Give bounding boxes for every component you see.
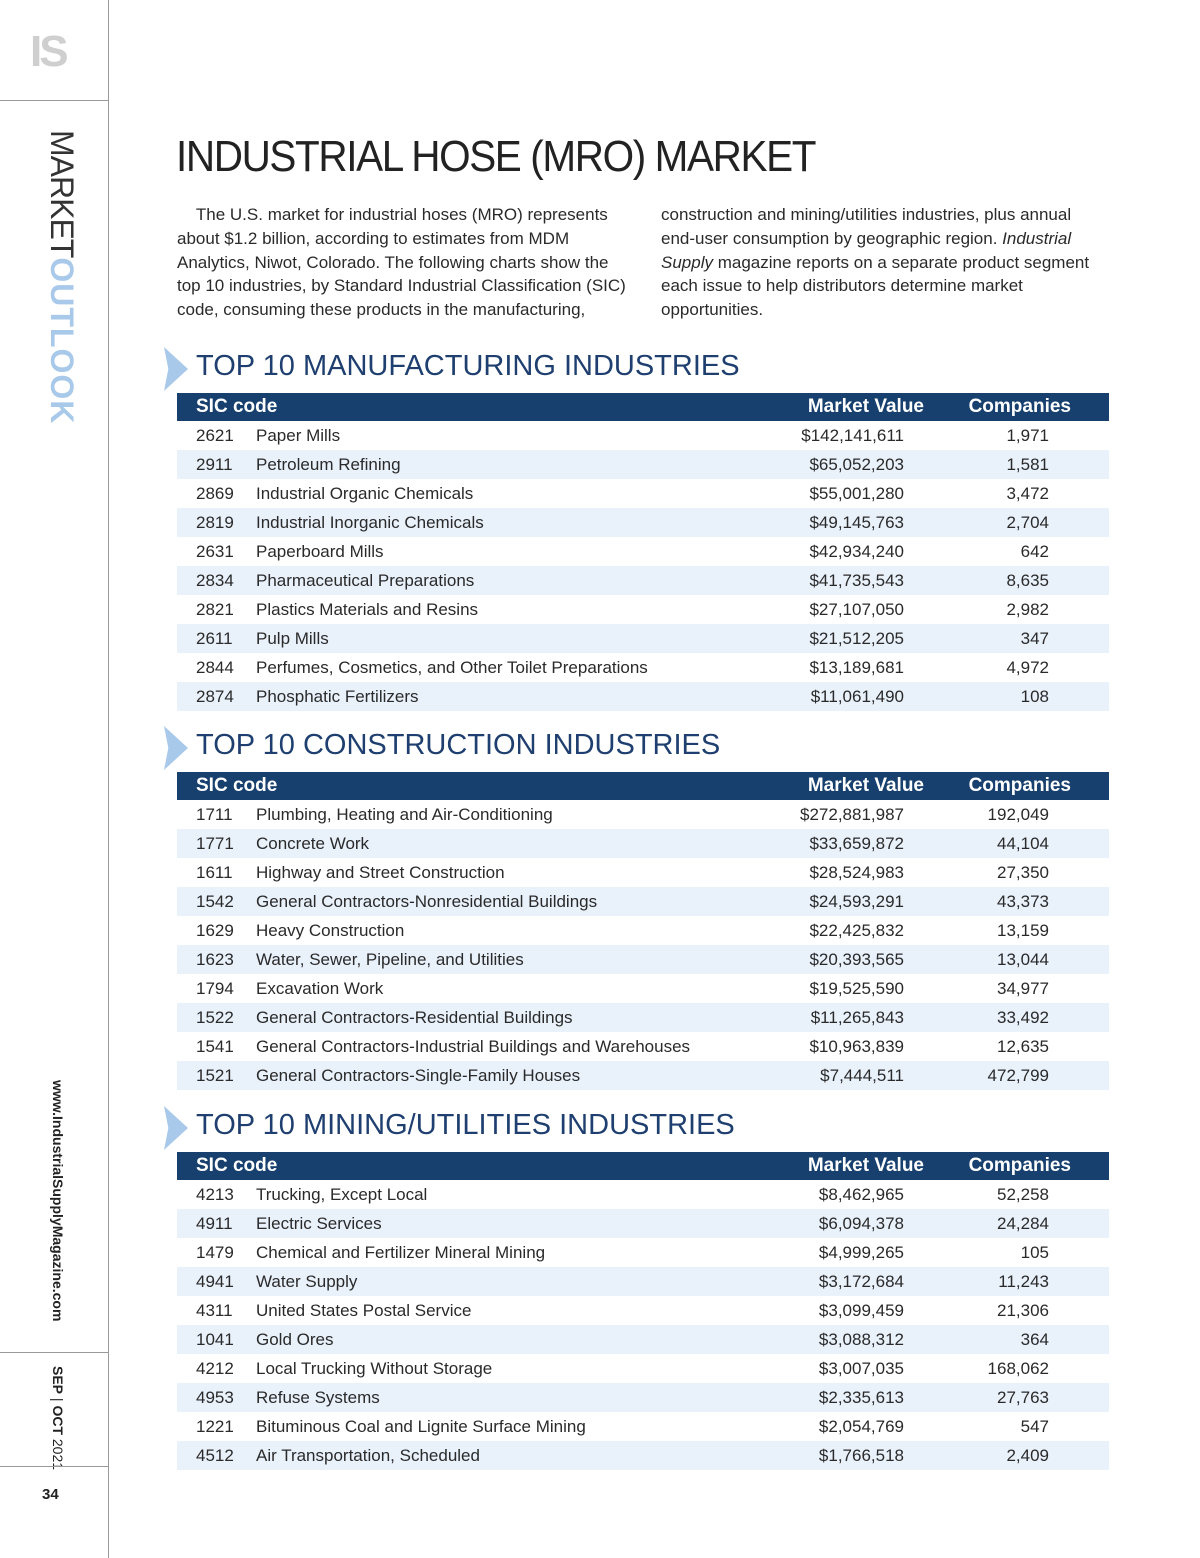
industry-name-cell: Refuse Systems <box>256 1383 714 1412</box>
sic-code-cell: 1629 <box>196 920 234 940</box>
industry-name-cell: Trucking, Except Local <box>256 1184 428 1204</box>
sic-code-cell: 2821 <box>196 599 234 619</box>
market-value-cell: $6,094,378 <box>714 1209 932 1238</box>
companies-cell: 13,044 <box>932 945 1109 974</box>
companies-cell: 11,243 <box>932 1267 1109 1296</box>
companies-cell: 547 <box>1020 1416 1049 1436</box>
section-title: TOP 10 MINING/UTILITIES INDUSTRIES <box>196 1109 735 1141</box>
sic-code-cell: 1794 <box>196 978 234 998</box>
table-row <box>177 1267 1109 1296</box>
arrow-icon <box>164 726 188 770</box>
sic-code-cell: 1611 <box>196 862 233 882</box>
industry-name-cell: United States Postal Service <box>256 1300 472 1320</box>
sic-code-cell: 1711 <box>196 804 233 824</box>
sic-code-cell: 2874 <box>177 682 256 711</box>
table-row <box>177 974 1109 1003</box>
companies-cell: 13,159 <box>997 920 1049 940</box>
intro-text-a: construction and mining/utilities industries, plus annual end-user consumption by geographic region. <box>661 205 1072 248</box>
industry-table <box>177 1152 1109 1470</box>
market-value-cell: $3,099,459 <box>818 1300 904 1320</box>
sic-code-cell: 4512 <box>177 1441 256 1470</box>
market-value-cell: $272,881,987 <box>800 804 904 824</box>
section-header <box>160 1106 1110 1152</box>
rail-divider <box>0 1352 108 1353</box>
table-row <box>177 1061 1109 1090</box>
section-header <box>160 347 1110 393</box>
sic-code-cell: 2621 <box>196 425 234 445</box>
sic-code-cell: 1623 <box>177 945 256 974</box>
table-row <box>177 829 1109 858</box>
mining-utilities-section <box>160 1106 1110 1470</box>
header-market-value: Market Value <box>714 772 932 800</box>
arrow-icon <box>164 347 188 391</box>
companies-cell: 43,373 <box>932 887 1109 916</box>
table-row <box>177 537 1109 566</box>
industry-name-cell: Heavy Construction <box>256 920 405 940</box>
industry-name-cell: Electric Services <box>256 1209 714 1238</box>
market-value-cell: $21,512,205 <box>714 624 932 653</box>
table-row <box>177 566 1109 595</box>
table-row <box>177 800 1109 829</box>
header-sic-code: SIC code <box>177 393 714 421</box>
sic-code-cell: 2844 <box>196 657 234 677</box>
industry-name-cell: General Contractors-Residential Buildings <box>256 1003 714 1032</box>
industry-name-cell: Pulp Mills <box>256 624 714 653</box>
industry-name-cell: Pharmaceutical Preparations <box>256 566 714 595</box>
issue-month-a: SEP <box>50 1366 66 1395</box>
companies-cell: 3,472 <box>1006 483 1049 503</box>
market-value-cell: $27,107,050 <box>809 599 904 619</box>
industry-name-cell: Chemical and Fertilizer Mineral Mining <box>256 1242 546 1262</box>
companies-cell: 472,799 <box>932 1061 1109 1090</box>
industry-name-cell: Petroleum Refining <box>256 450 714 479</box>
page-number: 34 <box>42 1486 59 1503</box>
sic-code-cell: 1521 <box>177 1061 256 1090</box>
market-value-cell: $41,735,543 <box>714 566 932 595</box>
market-value-cell: $10,963,839 <box>809 1036 904 1056</box>
construction-section <box>160 726 1110 1090</box>
header-sic-code: SIC code <box>177 1152 714 1180</box>
intro-column-1 <box>177 203 629 322</box>
magazine-name: Industrial Supply <box>661 228 1072 272</box>
intro-paragraph-2 <box>661 203 1109 322</box>
intro-paragraph-1: The U.S. market for industrial hoses (MRO) represents about $1.2 billion, according to estimates from MDM Analytics, Niwot, Colorado. The following charts show the top 10 industries, by Standard Industrial Classification (SIC) code, consuming these products in the manufacturing, <box>177 205 626 320</box>
arrow-icon <box>164 1106 188 1150</box>
industry-name-cell: Perfumes, Cosmetics, and Other Toilet Preparations <box>256 657 648 677</box>
table-row <box>177 595 1109 624</box>
market-value-cell: $3,172,684 <box>714 1267 932 1296</box>
market-value-cell: $3,007,035 <box>818 1358 904 1378</box>
sic-code-cell: 1541 <box>196 1036 234 1056</box>
industry-name-cell: Gold Ores <box>256 1325 714 1354</box>
companies-cell: 168,062 <box>987 1358 1049 1378</box>
market-value-cell: $33,659,872 <box>714 829 932 858</box>
article-title: INDUSTRIAL HOSE (MRO) MARKET <box>176 132 816 181</box>
table-row <box>177 858 1109 887</box>
table-row <box>177 1354 1109 1383</box>
market-value-cell: $20,393,565 <box>714 945 932 974</box>
companies-cell: 33,492 <box>932 1003 1109 1032</box>
market-value-cell: $11,061,490 <box>714 682 932 711</box>
companies-cell: 2,982 <box>1006 599 1049 619</box>
companies-cell: 2,704 <box>932 508 1109 537</box>
table-header-row <box>177 1152 1109 1180</box>
market-value-cell: $11,265,843 <box>714 1003 932 1032</box>
table-row <box>177 1032 1109 1061</box>
intro-text-b: magazine reports on a separate product segment each issue to help distributors determine market opportunities. <box>661 252 1090 320</box>
table-row <box>177 1296 1109 1325</box>
sic-code-cell: 2911 <box>177 450 256 479</box>
market-value-cell: $4,999,265 <box>818 1242 904 1262</box>
sic-code-cell: 1542 <box>177 887 256 916</box>
issue-date <box>50 1366 66 1470</box>
industry-name-cell: Water, Sewer, Pipeline, and Utilities <box>256 945 714 974</box>
left-rail <box>0 0 109 1558</box>
companies-cell: 12,635 <box>997 1036 1049 1056</box>
market-value-cell: $2,054,769 <box>818 1416 904 1436</box>
sic-code-cell: 1041 <box>177 1325 256 1354</box>
table-row <box>177 479 1109 508</box>
companies-cell: 2,409 <box>932 1441 1109 1470</box>
table-row <box>177 682 1109 711</box>
sic-code-cell: 2819 <box>177 508 256 537</box>
companies-cell: 21,306 <box>997 1300 1049 1320</box>
table-row <box>177 1003 1109 1032</box>
table-row <box>177 624 1109 653</box>
section-header <box>160 726 1110 772</box>
companies-cell: 27,763 <box>932 1383 1109 1412</box>
companies-cell: 364 <box>932 1325 1109 1354</box>
industry-name-cell: Concrete Work <box>256 829 714 858</box>
sic-code-cell: 1479 <box>196 1242 234 1262</box>
industry-name-cell: Industrial Organic Chemicals <box>256 483 474 503</box>
sic-code-cell: 4212 <box>196 1358 234 1378</box>
rail-divider <box>0 1466 108 1467</box>
table-row <box>177 1441 1109 1470</box>
section-name-market: MARKET <box>44 130 80 258</box>
industry-name-cell: Bituminous Coal and Lignite Surface Mining <box>256 1416 586 1436</box>
companies-cell: 347 <box>932 624 1109 653</box>
market-value-cell: $7,444,511 <box>714 1061 932 1090</box>
header-companies: Companies <box>932 1152 1109 1180</box>
companies-cell: 192,049 <box>987 804 1049 824</box>
table-header-row <box>177 772 1109 800</box>
table-row <box>177 421 1109 450</box>
companies-cell: 4,972 <box>1006 657 1049 677</box>
market-value-cell: $1,766,518 <box>714 1441 932 1470</box>
industry-name-cell: General Contractors-Industrial Buildings and Warehouses <box>256 1036 691 1056</box>
companies-cell: 1,581 <box>932 450 1109 479</box>
header-companies: Companies <box>932 393 1109 421</box>
table-row <box>177 1325 1109 1354</box>
market-value-cell: $55,001,280 <box>809 483 904 503</box>
table-header-row <box>177 393 1109 421</box>
market-value-cell: $28,524,983 <box>809 862 904 882</box>
market-value-cell: $8,462,965 <box>818 1184 904 1204</box>
market-value-cell: $13,189,681 <box>809 657 904 677</box>
header-sic-code: SIC code <box>177 772 714 800</box>
table-row <box>177 1180 1109 1209</box>
sic-code-cell: 4213 <box>196 1184 234 1204</box>
intro-column-2 <box>661 203 1109 322</box>
industry-name-cell: Water Supply <box>256 1267 714 1296</box>
table-row <box>177 916 1109 945</box>
section-title: TOP 10 MANUFACTURING INDUSTRIES <box>196 350 740 382</box>
sic-code-cell: 2869 <box>196 483 234 503</box>
issue-month-b: OCT <box>50 1405 66 1435</box>
table-row <box>177 1238 1109 1267</box>
industry-name-cell: Paperboard Mills <box>256 541 384 561</box>
section-title: TOP 10 CONSTRUCTION INDUSTRIES <box>196 729 721 761</box>
sic-code-cell: 1522 <box>177 1003 256 1032</box>
industry-table <box>177 772 1109 1090</box>
industry-name-cell: Local Trucking Without Storage <box>256 1358 493 1378</box>
companies-cell: 642 <box>1020 541 1049 561</box>
industry-name-cell: Air Transportation, Scheduled <box>256 1441 714 1470</box>
manufacturing-section <box>160 347 1110 711</box>
industry-name-cell: Highway and Street Construction <box>256 862 505 882</box>
table-row <box>177 1209 1109 1238</box>
companies-cell: 34,977 <box>997 978 1049 998</box>
sic-code-cell: 2834 <box>177 566 256 595</box>
companies-cell: 1,971 <box>1006 425 1049 445</box>
header-market-value: Market Value <box>714 393 932 421</box>
industry-name-cell: Plastics Materials and Resins <box>256 599 479 619</box>
market-value-cell: $42,934,240 <box>809 541 904 561</box>
companies-cell: 44,104 <box>932 829 1109 858</box>
industry-table <box>177 393 1109 711</box>
magazine-url: www.IndustrialSupplyMagazine.com <box>50 1080 66 1322</box>
table-row <box>177 653 1109 682</box>
table-row <box>177 508 1109 537</box>
companies-cell: 27,350 <box>997 862 1049 882</box>
table-row <box>177 1412 1109 1441</box>
industry-name-cell: Industrial Inorganic Chemicals <box>256 508 714 537</box>
industry-name-cell: Excavation Work <box>256 978 384 998</box>
industry-name-cell: Paper Mills <box>256 425 341 445</box>
industry-name-cell: Plumbing, Heating and Air-Conditioning <box>256 804 553 824</box>
sic-code-cell: 4941 <box>177 1267 256 1296</box>
companies-cell: 105 <box>1020 1242 1049 1262</box>
market-value-cell: $142,141,611 <box>801 425 904 445</box>
sic-code-cell: 2631 <box>196 541 234 561</box>
sic-code-cell: 2611 <box>177 624 256 653</box>
industry-name-cell: General Contractors-Single-Family Houses <box>256 1061 714 1090</box>
table-row <box>177 887 1109 916</box>
header-market-value: Market Value <box>714 1152 932 1180</box>
market-value-cell: $22,425,832 <box>809 920 904 940</box>
sic-code-cell: 1221 <box>196 1416 234 1436</box>
sic-code-cell: 4911 <box>177 1209 256 1238</box>
header-companies: Companies <box>932 772 1109 800</box>
companies-cell: 24,284 <box>932 1209 1109 1238</box>
market-value-cell: $24,593,291 <box>714 887 932 916</box>
market-value-cell: $3,088,312 <box>714 1325 932 1354</box>
table-row <box>177 945 1109 974</box>
sic-code-cell: 1771 <box>177 829 256 858</box>
table-row <box>177 450 1109 479</box>
magazine-logo: IS <box>30 27 66 76</box>
market-value-cell: $2,335,613 <box>714 1383 932 1412</box>
issue-year: 2021 <box>50 1435 66 1471</box>
sic-code-cell: 4953 <box>177 1383 256 1412</box>
companies-cell: 8,635 <box>932 566 1109 595</box>
table-row <box>177 1383 1109 1412</box>
industry-name-cell: General Contractors-Nonresidential Buildings <box>256 887 714 916</box>
sic-code-cell: 4311 <box>196 1300 233 1320</box>
market-value-cell: $49,145,763 <box>714 508 932 537</box>
rail-divider <box>0 100 108 101</box>
industry-name-cell: Phosphatic Fertilizers <box>256 682 714 711</box>
market-value-cell: $19,525,590 <box>809 978 904 998</box>
companies-cell: 108 <box>932 682 1109 711</box>
section-name-outlook: OUTLOOK <box>44 257 80 425</box>
market-value-cell: $65,052,203 <box>714 450 932 479</box>
issue-separator: | <box>50 1394 66 1406</box>
section-name <box>46 130 78 424</box>
companies-cell: 52,258 <box>997 1184 1049 1204</box>
